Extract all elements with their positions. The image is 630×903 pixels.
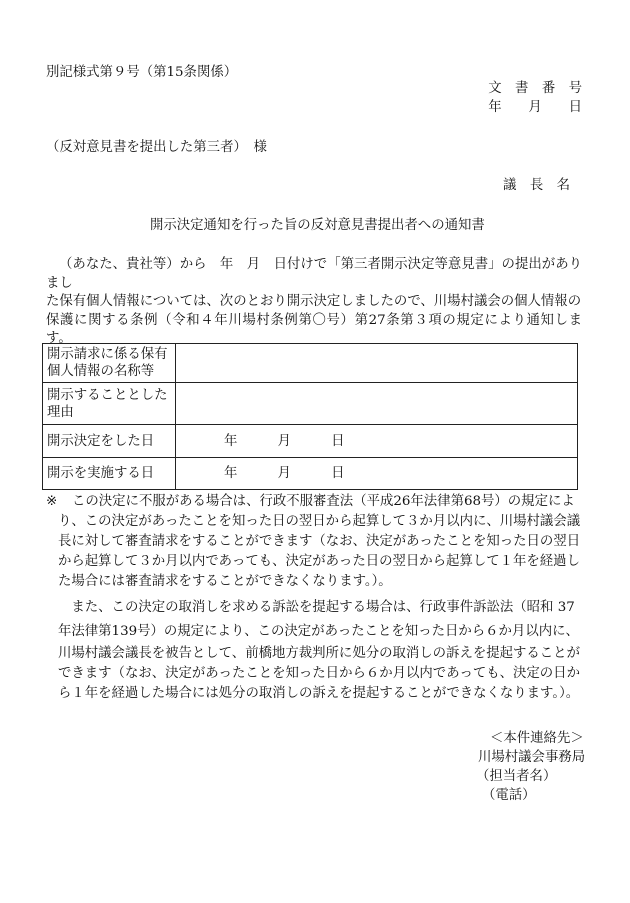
note-line: できます（なお、決定があったことを知った日から６か月以内であっても、決定の日か	[58, 666, 580, 681]
disclosure-table	[42, 343, 578, 490]
row-value	[176, 383, 578, 425]
row-label	[43, 425, 176, 458]
contact-office: 川場村議会事務局	[478, 750, 586, 765]
contact-person: （担当者名）	[476, 769, 557, 784]
document-date-label: 年 月 日	[488, 100, 582, 115]
appeal-notice	[46, 492, 582, 704]
label-line: 個人情報の名称等	[47, 364, 155, 379]
note-line: た場合には審査請求をすることができなくなります。）。	[58, 574, 392, 589]
note-mark: ※	[46, 494, 58, 509]
intro-line: 保護に関する条例（令和４年川場村条例第〇号）第27条第３項の規定により通知します。	[46, 312, 582, 346]
row-value	[176, 458, 578, 490]
contact-phone: （電話）	[482, 788, 536, 803]
note-line: また、この決定の取消しを求める訴訟を提起する場合は、行政事件訴訟法（昭和 37	[58, 600, 575, 615]
note-line: 川場村議会議長を被告として、前橋地方裁判所に処分の取消しの訴えを提起することが	[58, 646, 580, 661]
note-line: この決定に不服がある場合は、行政不服審査法（平成26年法律第68号）の規定によ	[72, 494, 575, 509]
note-line: ら１年を経過した場合には処分の取消しの訴えを提起することができなくなります。）。	[58, 686, 580, 701]
note-line: 長に対して審査請求をすることができます（なお、決定があったことを知った日の翌日	[58, 534, 581, 549]
contact-heading: ＜本件連絡先＞	[490, 731, 584, 746]
label-line: 開示決定をした日	[47, 433, 155, 449]
table-row	[43, 344, 578, 383]
note-line: り、この決定があったことを知った日の翌日から起算して３か月以内に、川場村議会議	[58, 514, 581, 529]
intro-line: （あなた、貴社等）から 年 月 日付けで「第三者開示決定等意見書」の提出がありまし	[46, 257, 582, 291]
label-line: 開示を実施する日	[47, 466, 155, 481]
label-line: 開示することとした	[47, 387, 168, 403]
table-row	[43, 425, 578, 458]
chair-name-label: 議 長 名	[503, 178, 570, 193]
row-value	[176, 344, 578, 383]
row-label	[43, 344, 176, 383]
table-row	[43, 383, 578, 425]
recipient-line: （反対意見書を提出した第三者） 様	[46, 140, 267, 155]
note-line: から起算して３か月以内であっても、決定があった日の翌日から起算して１年を経過し	[58, 554, 580, 569]
row-value	[176, 425, 578, 458]
document-number-label: 文 書 番 号	[488, 81, 582, 96]
decision-date-value: 年 月 日	[224, 433, 345, 449]
implementation-date-value: 年 月 日	[224, 466, 345, 481]
row-label	[43, 458, 176, 490]
intro-paragraph	[46, 256, 582, 349]
form-number: 別記様式第９号（第15条関係）	[46, 65, 238, 80]
table-row	[43, 458, 578, 490]
intro-line: た保有個人情報については、次のとおり開示決定しましたので、川場村議会の個人情報の	[46, 294, 582, 309]
label-line: 理由	[47, 404, 74, 420]
row-label	[43, 383, 176, 425]
document-title: 開示決定通知を行った旨の反対意見書提出者への通知書	[150, 218, 485, 233]
label-line: 開示請求に係る保有	[47, 347, 168, 362]
note-line: 年法律第139号）の規定により、この決定があったことを知った日から６か月以内に、	[58, 624, 579, 639]
